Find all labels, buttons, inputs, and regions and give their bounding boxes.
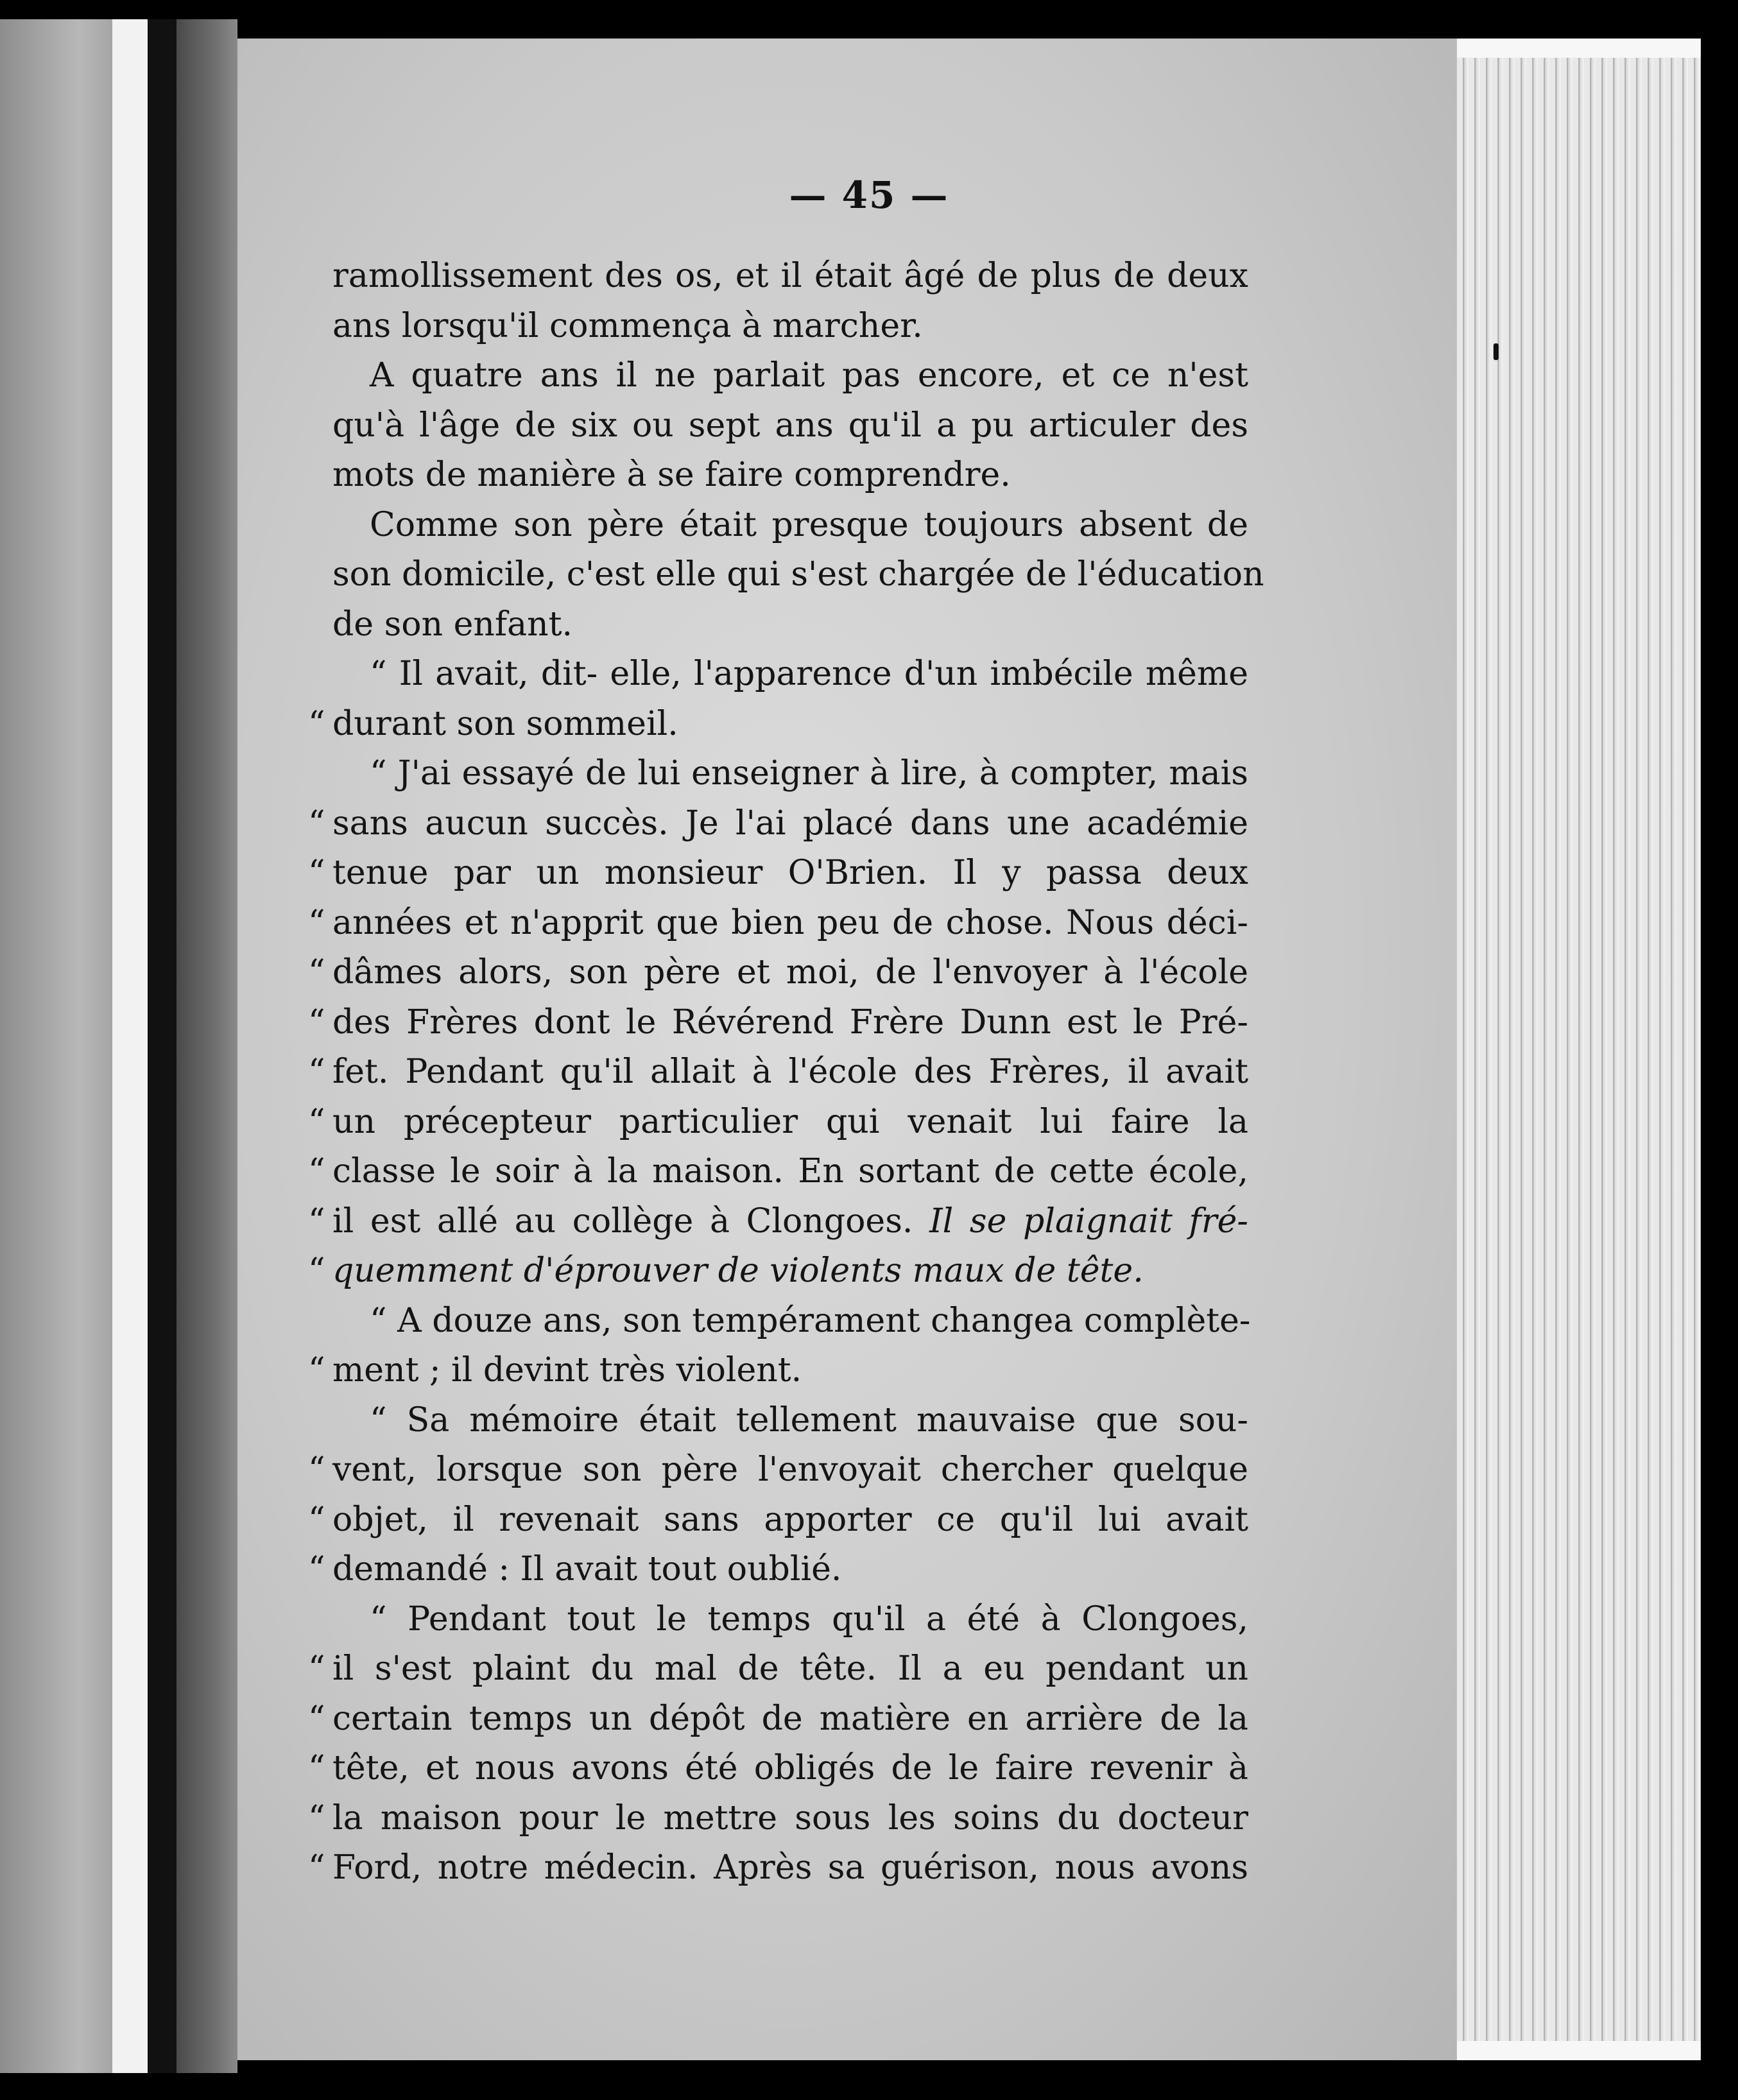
quote-mark: “: [308, 1749, 325, 1787]
line-text: [332, 1197, 1248, 1247]
text-line: [308, 1694, 1248, 1744]
line-text: “ J'ai essayé de lui enseigner à lire, à compter, mais: [370, 754, 1248, 793]
page-edges-top: [1457, 39, 1701, 58]
line-text: de son enfant.: [332, 605, 573, 644]
quote-mark: “: [308, 1450, 325, 1489]
quote-mark: [308, 1296, 332, 1347]
text-line: [308, 600, 1248, 650]
page-text: [308, 252, 1264, 1893]
line-text: classe le soir à la maison. En sortant de cette école,: [332, 1152, 1248, 1191]
line-text: il s'est plaint du mal de tête. Il a eu pendant un: [332, 1649, 1248, 1688]
quote-mark: [308, 1396, 332, 1446]
line-text: objet, il revenait sans apporter ce qu'il lui avait: [332, 1500, 1248, 1539]
line-text: Comme son père était presque toujours absent de: [370, 505, 1248, 544]
text-line: [308, 1396, 1248, 1446]
line-text: certain temps un dépôt de matière en arrière de la: [332, 1699, 1248, 1738]
binding-shadow: [148, 19, 176, 2073]
line-text: la maison pour le mettre sous les soins du docteur: [332, 1798, 1248, 1838]
quote-mark: “: [308, 903, 325, 942]
text-line: [308, 700, 1248, 750]
line-text: ramollissement des os, et il était âgé de plus de deux: [332, 257, 1248, 295]
text-line: [308, 252, 1248, 302]
binding-margin: [112, 19, 148, 2073]
quote-mark: “: [308, 1699, 325, 1738]
line-text: sans aucun succès. Je l'ai placé dans une académie: [332, 804, 1248, 843]
quote-mark: “: [308, 1798, 325, 1838]
quote-mark: “: [308, 1649, 325, 1688]
previous-page-edge: [0, 19, 112, 2073]
quote-mark: “: [308, 1252, 325, 1290]
text-line: [308, 1346, 1248, 1396]
quote-mark: [308, 600, 332, 650]
text-line: [308, 749, 1248, 799]
text-line: [308, 1545, 1248, 1595]
line-text: tenue par un monsieur O'Brien. Il y passa deux: [332, 854, 1248, 892]
text-line: [308, 550, 1264, 600]
quote-mark: “: [308, 953, 325, 992]
text-line: [308, 948, 1248, 998]
quote-mark: “: [308, 1848, 325, 1887]
quote-mark: “: [308, 1053, 325, 1091]
quote-mark: “: [308, 1201, 325, 1241]
quote-mark: “: [308, 1500, 325, 1539]
text-line: [308, 998, 1248, 1048]
quote-mark: “: [308, 854, 325, 892]
text-line: [308, 351, 1248, 401]
text-line: [308, 1495, 1248, 1545]
quote-mark: “: [308, 804, 325, 843]
text-line: [308, 899, 1248, 949]
text-line: [308, 1595, 1248, 1645]
quote-mark: [308, 749, 332, 799]
quote-mark: [308, 451, 332, 501]
quote-mark: [308, 252, 332, 302]
quote-mark: [308, 1595, 332, 1645]
quote-mark: “: [308, 1351, 325, 1390]
text-line: [308, 1097, 1248, 1148]
quote-mark: “: [308, 1003, 325, 1042]
line-text: “ Il avait, dit- elle, l'apparence d'un imbécile même: [370, 655, 1248, 693]
page-edges: [1457, 39, 1701, 2060]
line-text-italic: quemment d'éprouver de violents maux de tête.: [332, 1252, 1144, 1290]
page-number: — 45 —: [789, 173, 949, 217]
line-text: durant son sommeil.: [332, 704, 678, 743]
binding-fold: [176, 19, 237, 2073]
text-line: [308, 302, 1248, 352]
line-text: ans lorsqu'il commença à marcher.: [332, 306, 923, 345]
line-text-roman: il est allé au collège à Clongoes.: [332, 1201, 913, 1241]
page-edges-bottom: [1457, 2041, 1701, 2060]
text-line: [308, 650, 1248, 700]
text-line: [308, 451, 1248, 501]
line-text: qu'à l'âge de six ou sept ans qu'il a pu articuler des: [332, 406, 1248, 445]
line-text: tête, et nous avons été obligés de le faire revenir à: [332, 1749, 1248, 1787]
line-text: dâmes alors, son père et moi, de l'envoyer à l'école: [332, 953, 1248, 992]
quote-mark: [308, 401, 332, 451]
line-text: années et n'apprit que bien peu de chose. Nous déci-: [332, 903, 1248, 942]
text-line: [308, 799, 1248, 849]
quote-mark: [308, 501, 332, 551]
line-text-italic: Il se plaignait fré-: [929, 1201, 1249, 1241]
line-text: mots de manière à se faire comprendre.: [332, 456, 1011, 494]
edge-mark: [1493, 343, 1499, 360]
text-line: [308, 1047, 1248, 1097]
quote-mark: “: [308, 1152, 325, 1191]
line-text: “ A douze ans, son tempérament changea complète-: [370, 1301, 1251, 1340]
text-line: [308, 848, 1248, 899]
text-line: [308, 1843, 1248, 1893]
quote-mark: [308, 650, 332, 700]
line-text: un précepteur particulier qui venait lui faire la: [332, 1102, 1248, 1141]
line-text: des Frères dont le Révérend Frère Dunn est le Pré-: [332, 1003, 1248, 1042]
text-line: [308, 1147, 1248, 1197]
quote-mark: [308, 550, 332, 600]
text-line: [308, 401, 1248, 451]
text-line: [308, 1197, 1248, 1247]
text-line: [308, 1445, 1248, 1495]
line-text: son domicile, c'est elle qui s'est chargée de l'éducation: [332, 555, 1264, 594]
line-text: demandé : Il avait tout oublié.: [332, 1550, 842, 1588]
quote-mark: “: [308, 704, 325, 743]
line-text: [332, 1246, 1248, 1296]
line-text: A quatre ans il ne parlait pas encore, et ce n'est: [370, 356, 1248, 395]
line-text: ment ; il devint très violent.: [332, 1351, 802, 1390]
quote-mark: [308, 351, 332, 401]
line-text: vent, lorsque son père l'envoyait chercher quelque: [332, 1450, 1248, 1489]
line-text: fet. Pendant qu'il allait à l'école des Frères, il avait: [332, 1053, 1248, 1091]
text-line: [308, 1644, 1248, 1694]
text-line: [308, 1744, 1248, 1794]
quote-mark: “: [308, 1102, 325, 1141]
text-line: [308, 1246, 1248, 1296]
text-line: [308, 1794, 1248, 1844]
text-line: [308, 501, 1248, 551]
quote-mark: “: [308, 1550, 325, 1588]
text-line: [308, 1296, 1251, 1347]
line-text: “ Sa mémoire était tellement mauvaise que sou-: [370, 1400, 1248, 1440]
line-text: Ford, notre médecin. Après sa guérison, nous avons: [332, 1848, 1248, 1887]
line-text: “ Pendant tout le temps qu'il a été à Clongoes,: [370, 1599, 1248, 1639]
quote-mark: [308, 302, 332, 352]
